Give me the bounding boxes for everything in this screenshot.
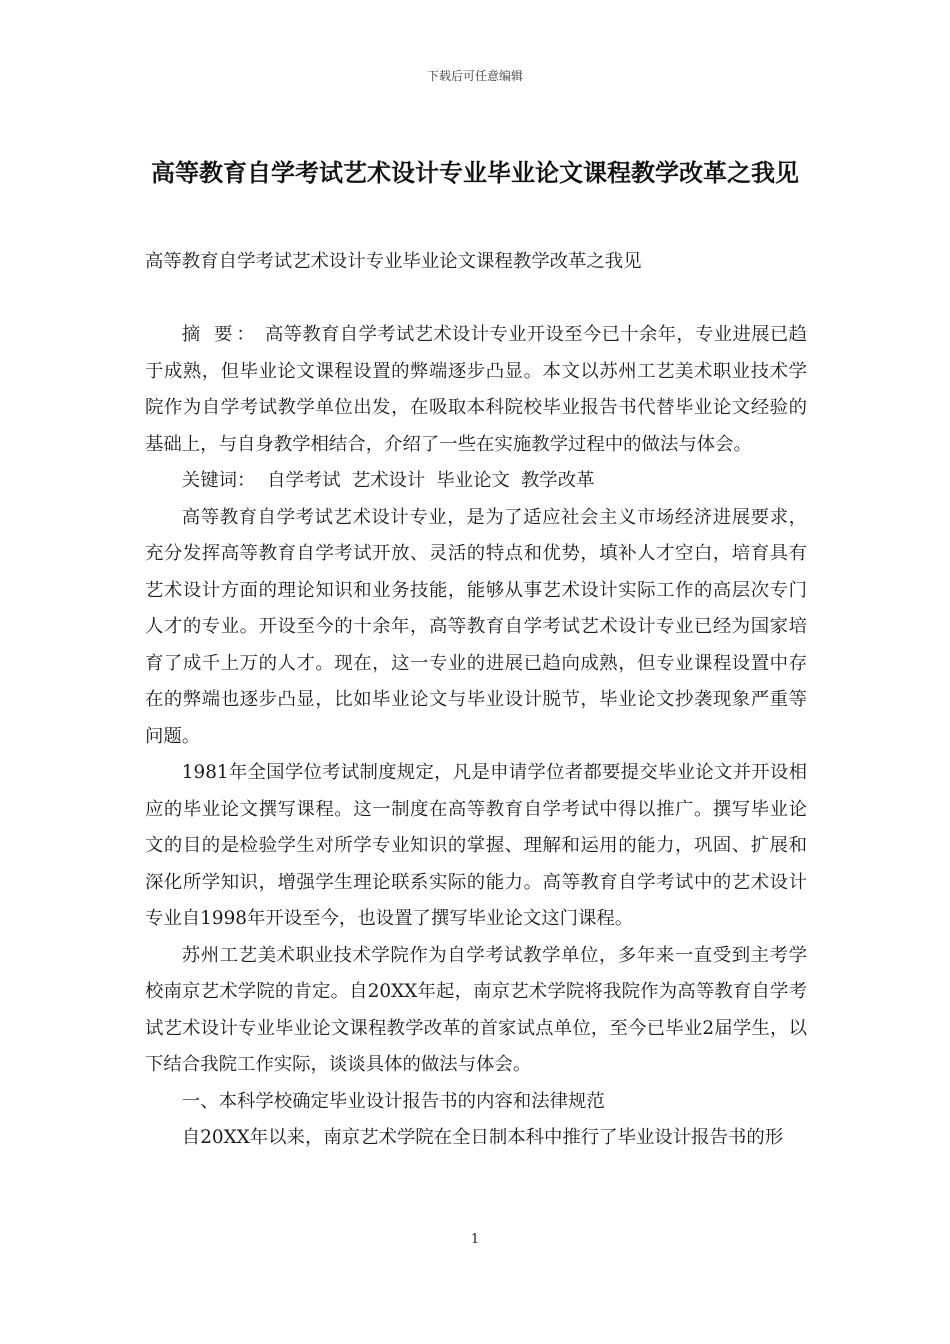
body-paragraph: 1981年全国学位考试制度规定，凡是申请学位者都要提交毕业论文并开设相应的毕业论文撰写课程。这一制度在高等教育自学考试中得以推广。撰写毕业论文的目的是检验学生对所学专业知识的掌握、理解和运用的能力，巩固、扩展和深化所学知识，增强学生理论联系实际的能力。高等教育自学考试中的艺术设计专业自1998年开设至今，也设置了撰写毕业论文这门课程。 [145,762,807,929]
keywords-label: 关键词： [181,470,256,491]
abstract-paragraph [145,317,807,463]
abstract-text: 高等教育自学考试艺术设计专业开设至今已十余年，专业进展已趋于成熟，但毕业论文课程设置的弊端逐步凸显。本文以苏州工艺美术职业技术学院作为自学考试教学单位出发，在吸取本科院校毕业报告书代替毕业论文经验的基础上，与自身教学相结合，介绍了一些在实施教学过程中的做法与体会。 [145,324,807,455]
keyword-item: 教学改革 [520,470,595,491]
page-number: 1 [470,1232,480,1247]
page-header-note: 下载后可任意编辑 [426,69,523,83]
body-paragraph: 苏州工艺美术职业技术学院作为自学考试教学单位，多年来一直受到主考学校南京艺术学院的肯定。自20XX年起，南京艺术学院将我院作为高等教育自学考试艺术设计专业毕业论文课程教学改革的首家试点单位，至今已毕业2届学生，以下结合我院工作实际，谈谈具体的做法与体会。 [145,944,807,1075]
keyword-item: 自学考试 [267,470,341,491]
keyword-item: 艺术设计 [351,470,426,491]
keywords-paragraph [145,463,807,500]
document-title: 高等教育自学考试艺术设计专业毕业论文课程教学改革之我见 [151,159,799,187]
abstract-label: 摘 要： [181,324,259,345]
document-body [145,244,807,1157]
body-paragraph: 自20XX年以来，南京艺术学院在全日制本科中推行了毕业设计报告书的形 [181,1127,784,1148]
keyword-item: 毕业论文 [436,470,510,491]
body-paragraph: 高等教育自学考试艺术设计专业，是为了适应社会主义市场经济进展要求，充分发挥高等教育自学考试开放、灵活的特点和优势，填补人才空白，培育具有艺术设计方面的理论知识和业务技能，能够从事艺术设计实际工作的高层次专门人才的专业。开设至今的十余年，高等教育自学考试艺术设计专业已经为国家培育了成千上万的人才。现在，这一专业的进展已趋向成熟，但专业课程设置中存在的弊端也逐步凸显，比如毕业论文与毕业设计脱节，毕业论文抄袭现象严重等问题。 [145,506,807,747]
document-subtitle: 高等教育自学考试艺术设计专业毕业论文课程教学改革之我见 [145,251,642,272]
section-heading: 一、本科学校确定毕业设计报告书的内容和法律规范 [181,1090,605,1112]
